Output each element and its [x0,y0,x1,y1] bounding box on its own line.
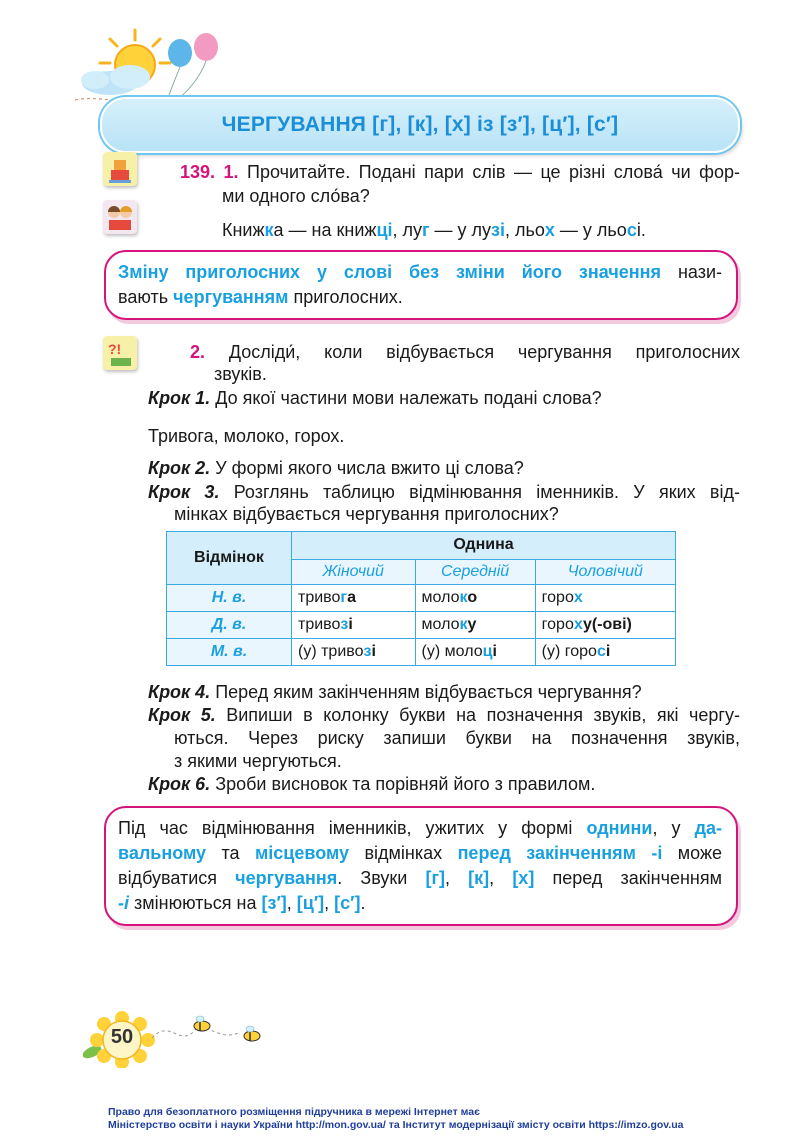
svg-text:?!: ?! [108,341,122,357]
footer-line1: Право для безоплатного розміщення підручника в мережі Інтернет має [108,1106,480,1118]
task1-line1: 139. 1. Прочитайте. Подані пари слів — це різні слова́ чи фор- [180,162,740,182]
task1-number: 1. [223,162,239,182]
step-1: Крок 1. До якої частини мови належать подані слова? [148,388,602,408]
title-banner [100,97,740,153]
step-4: Крок 4. Перед яким закінченням відбувається чергування? [148,682,642,702]
example-pairs: Книжка — на книжці, луг — у лузі, льох — у льосі. [222,220,646,240]
header-masculine: Чоловічий [535,559,675,584]
cloud-icon [81,65,150,95]
rule1-line1: Зміну приголосних у слові без зміни його значення нази- [118,262,722,282]
balloon-icon [166,33,218,105]
task2-line2: звуків. [214,364,267,384]
bee-icon [244,1026,260,1041]
footer-line2: Міністерство освіти і науки України http://mon.gov.ua/ та Інститут модернізації змісту освіти https://imzo.gov.ua [108,1119,684,1131]
blocks-icon [103,152,137,186]
table-row: Д. в. тривозі молоку гороху(-ові) [167,612,676,639]
step-3-line2: мінках відбувається чергування приголосних? [174,504,559,524]
page-title: ЧЕРГУВАННЯ [г], [к], [х] із [з′], [ц′], [с′] [221,113,619,136]
rule2-line1: Під час відмінювання іменників, ужитих у формі однини, у да- [118,818,722,838]
step-2: Крок 2. У формі якого числа вжито ці слова? [148,458,524,478]
header-case: Відмінок [167,532,292,585]
header-singular: Однина [292,532,676,560]
rule2-line4: -і змінюються на [з′], [ц′], [с′]. [118,893,366,913]
header-feminine: Жіночий [292,559,416,584]
task1-line2: ми одного сло́ва? [222,186,370,206]
step-3-line1: Крок 3. Розглянь таблицю відмінювання іменників. У яких від- [148,482,740,502]
rule2-line3: відбуватися чергування. Звуки [г], [к], [х] перед закінченням [118,868,722,888]
declension-table [166,531,676,666]
example-words: Тривога, молоко, горох. [148,426,345,446]
question-book-icon [103,336,137,370]
rule1-line2: вають чергуванням приголосних. [118,287,403,307]
header-neuter: Середній [415,559,535,584]
table-row: Н. в. тривога молоко горох [167,585,676,612]
step-5-line1: Крок 5. Випиши в колонку букви на позначення звуків, які чергу- [148,705,740,725]
step-5-line3: з якими чергуються. [174,751,342,771]
table-header-row [167,532,676,560]
bee-icon [194,1016,210,1031]
page-number: 50 [110,1026,134,1048]
children-reading-icon [103,200,137,234]
exercise-number: 139. [180,162,216,182]
rule2-line2: вальному та місцевому відмінках перед закінченням -і може [118,843,722,863]
task2-line1: 2. Досліди́, коли відбувається чергування приголосних [190,342,740,362]
table-row: М. в. (у) тривозі (у) молоці (у) горосі [167,639,676,666]
step-5-line2: ються. Через риску запиши букви на позначення звуків, [174,728,740,748]
step-6: Крок 6. Зроби висновок та порівняй його з правилом. [148,774,596,794]
